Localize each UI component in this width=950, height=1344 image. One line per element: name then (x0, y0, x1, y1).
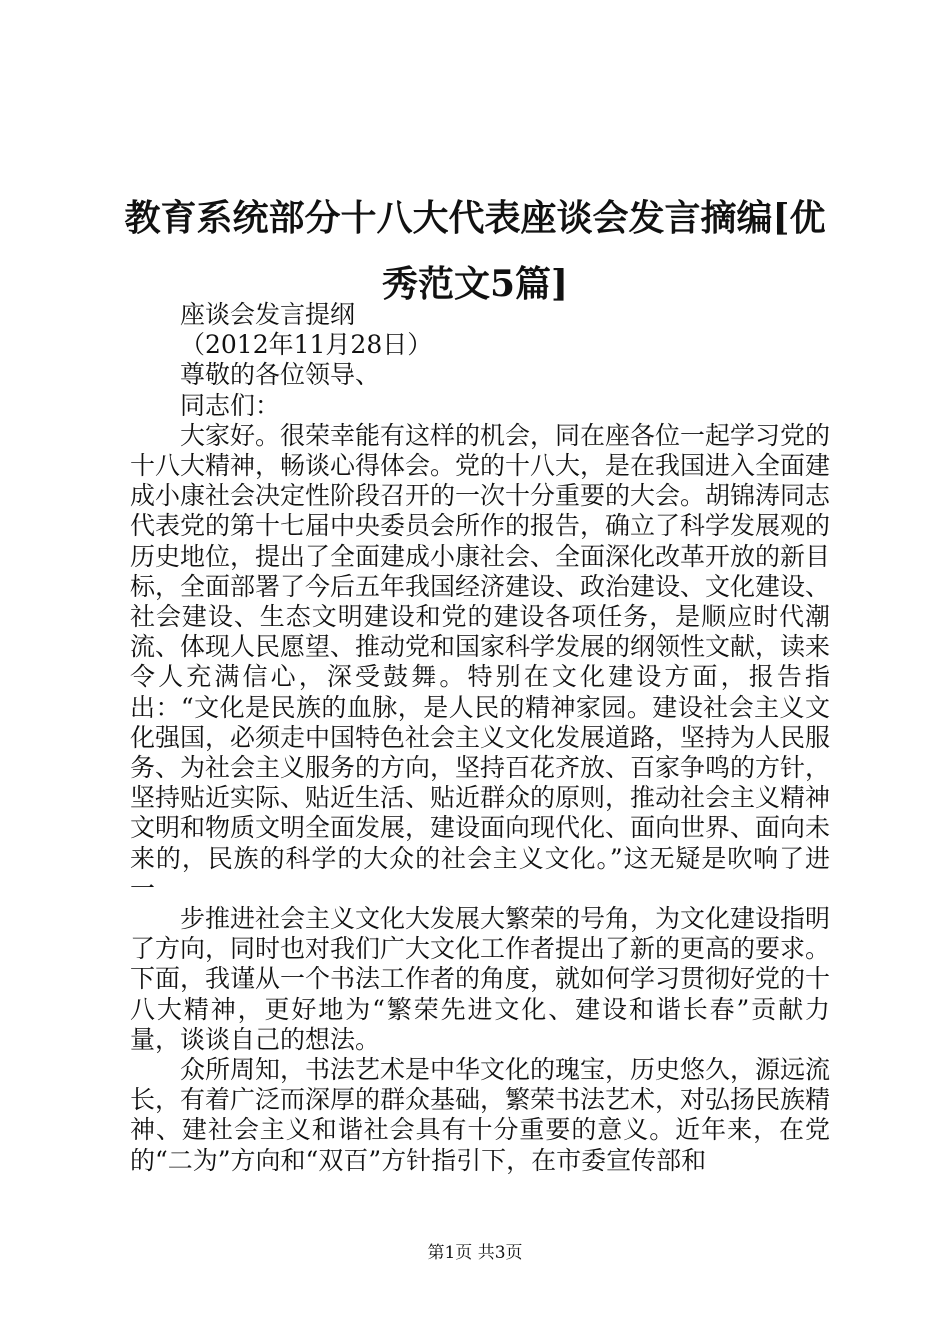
document-title: 教育系统部分十八大代表座谈会发言摘编[优秀范文5篇] (124, 197, 826, 305)
paragraph-salutation-comrades: 同志们： (180, 390, 281, 420)
page-footer: 第1页 共3页 (427, 1243, 523, 1263)
paragraph-body: 步推进社会主义文化大发展大繁荣的号角，为文化建设指明了方向，同时也对我们广大文化工作者提出了新的更高的要求。下面，我谨从一个书法工作者的角度，就如何学习贯彻好党的十八大精神，更好地为“繁荣先进文化、建设和谐长春”贡献力量，谈谈自己的想法。 (130, 904, 831, 1054)
paragraph-body: 众所周知，书法艺术是中华文化的瑰宝，历史悠久，源远流长，有着广泛而深厚的群众基础，繁荣书法艺术，对弘扬民族精神、建社会主义和谐社会具有十分重要的意义。近年来，在党的“二为”方向和“双百”方针指引下，在市委宣传部和 (130, 1055, 831, 1175)
paragraph-body: 大家好。很荣幸能有这样的机会，同在座各位一起学习党的十八大精神，畅谈心得体会。党的十八大，是在我国进入全面建成小康社会决定性阶段召开的一次十分重要的大会。胡锦涛同志代表党的第十七届中央委员会所作的报告，确立了科学发展观的历史地位，提出了全面建成小康社会、全面深化改革开放的新目标，全面部署了今后五年我国经济建设、政治建设、文化建设、社会建设、生态文明建设和党的建设各项任务，是顺应时代潮流、体现人民愿望、推动党和国家科学发展的纲领性文献，读来令人充满信心，深受鼓舞。特别在文化建设方面，报告指出：“文化是民族的血脉，是人民的精神家园。建设社会主义文化强国，必须走中国特色社会主义文化发展道路，坚持为人民服务、为社会主义服务的方向，坚持百花齐放、百家争鸣的方针，坚持贴近实际、贴近生活、贴近群众的原则，推动社会主义精神文明和物质文明全面发展，建设面向现代化、面向世界、面向未来的，民族的科学的大众的社会主义文化。”这无疑是吹响了进一 (130, 420, 831, 903)
paragraph-heading: 座谈会发言提纲 (180, 300, 356, 329)
paragraph-salutation-leaders: 尊敬的各位领导、 (180, 360, 381, 390)
document-body (130, 300, 830, 1176)
paragraph-date: （2012年11月28日） (180, 330, 433, 360)
